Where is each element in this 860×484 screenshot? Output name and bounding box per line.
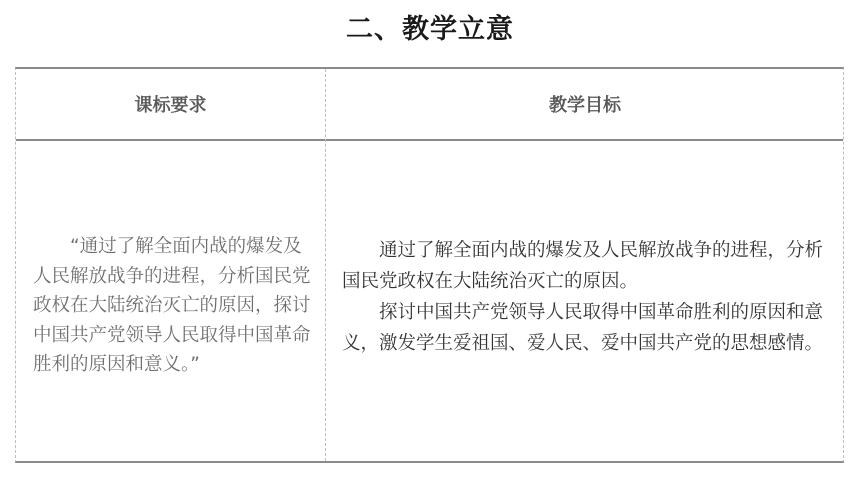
requirement-text: “通过了解全面内战的爆发及人民解放战争的进程，分析国民党政权在大陆统治灭亡的原因，探讨中国共产党领导人民取得中国革命胜利的原因和意义。” bbox=[33, 236, 311, 376]
header-curriculum-requirements: 课标要求 bbox=[134, 95, 207, 116]
objective-paragraph-1: 通过了解全面内战的爆发及人民解放战争的进程，分析国民党政权在大陆统治灭亡的原因。 bbox=[342, 240, 824, 292]
objectives-list bbox=[342, 235, 832, 359]
teaching-intent-table bbox=[15, 67, 844, 463]
page-title: 二、教学立意 bbox=[346, 14, 514, 45]
cell-curriculum-requirement bbox=[16, 141, 325, 463]
cell-teaching-objectives bbox=[326, 141, 844, 463]
header-teaching-objectives: 教学目标 bbox=[549, 95, 621, 116]
objective-paragraph-2: 探讨中国共产党领导人民取得中国革命胜利的原因和意义，激发学生爱祖国、爱人民、爱中国共产党的思想感情。 bbox=[342, 302, 824, 354]
table-header-row bbox=[16, 69, 843, 141]
